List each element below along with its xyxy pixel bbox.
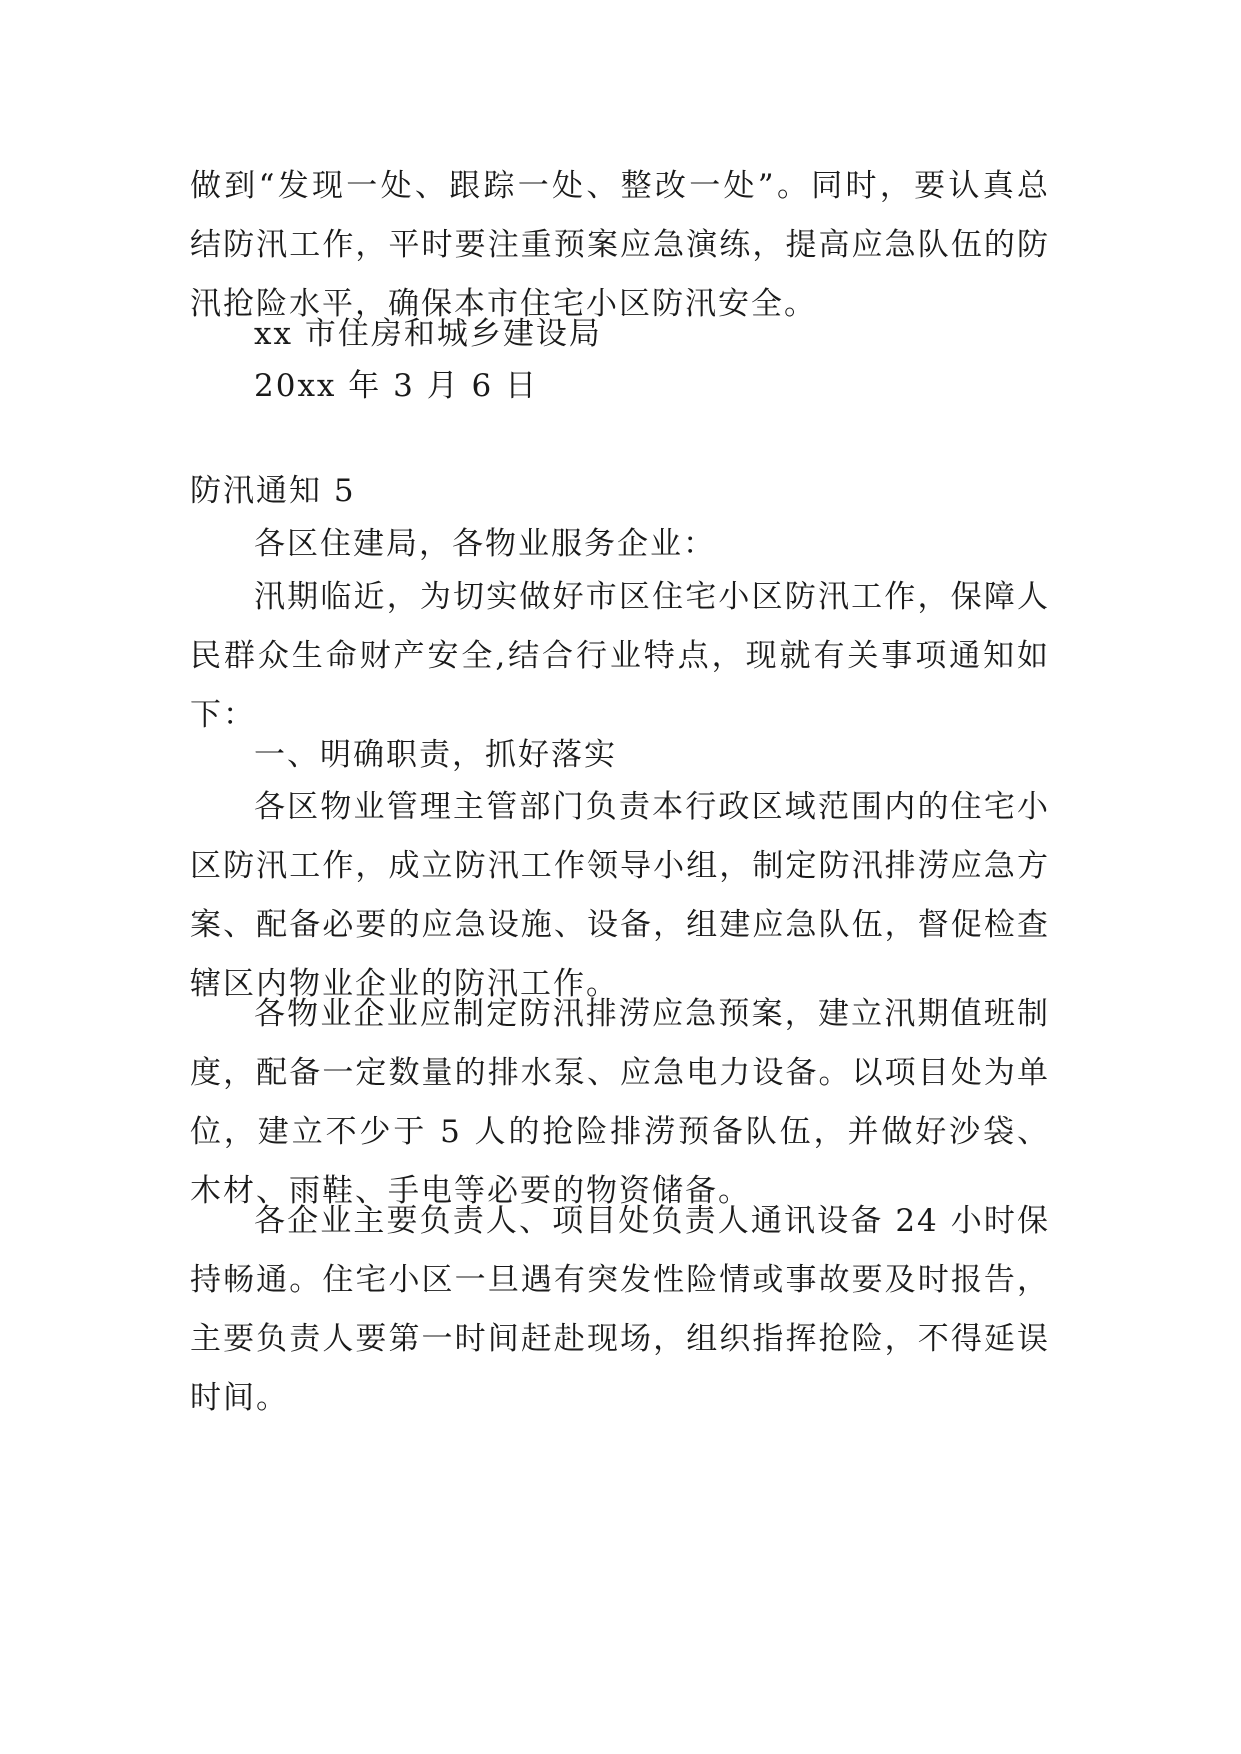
signature-date: 20xx 年 3 月 6 日	[254, 368, 539, 404]
heading-duties: 一、明确职责，抓好落实	[254, 737, 617, 773]
continuation-paragraph: 做到“发现一处、跟踪一处、整改一处”。同时，要认真总结防汛工作，平时要注重预案应急演练，提高应急队伍的防汛抢险水平，确保本市住宅小区防汛安全。	[190, 168, 1050, 322]
paragraph-district-duties: 各区物业管理主管部门负责本行政区域范围内的住宅小区防汛工作，成立防汛工作领导小组，制定防汛排涝应急方案、配备必要的应急设施、设备，组建应急队伍，督促检查辖区内物业企业的防汛工作。	[190, 789, 1050, 1002]
section-title: 防汛通知 5	[190, 473, 356, 509]
salutation: 各区住建局，各物业服务企业：	[254, 526, 716, 562]
paragraph-enterprise-duties: 各物业企业应制定防汛排涝应急预案，建立汛期值班制度，配备一定数量的排水泵、应急电力设备。以项目处为单位，建立不少于 5 人的抢险排涝预备队伍，并做好沙袋、木材、雨鞋、手电等必要的物资储备。	[190, 996, 1050, 1209]
intro-paragraph: 汛期临近，为切实做好市区住宅小区防汛工作，保障人民群众生命财产安全,结合行业特点，现就有关事项通知如下：	[190, 579, 1050, 733]
paragraph-communication: 各企业主要负责人、项目处负责人通讯设备 24 小时保持畅通。住宅小区一旦遇有突发性险情或事故要及时报告，主要负责人要第一时间赶赴现场，组织指挥抢险，不得延误时间。	[190, 1203, 1050, 1416]
signature-organization: xx 市住房和城乡建设局	[254, 316, 602, 352]
